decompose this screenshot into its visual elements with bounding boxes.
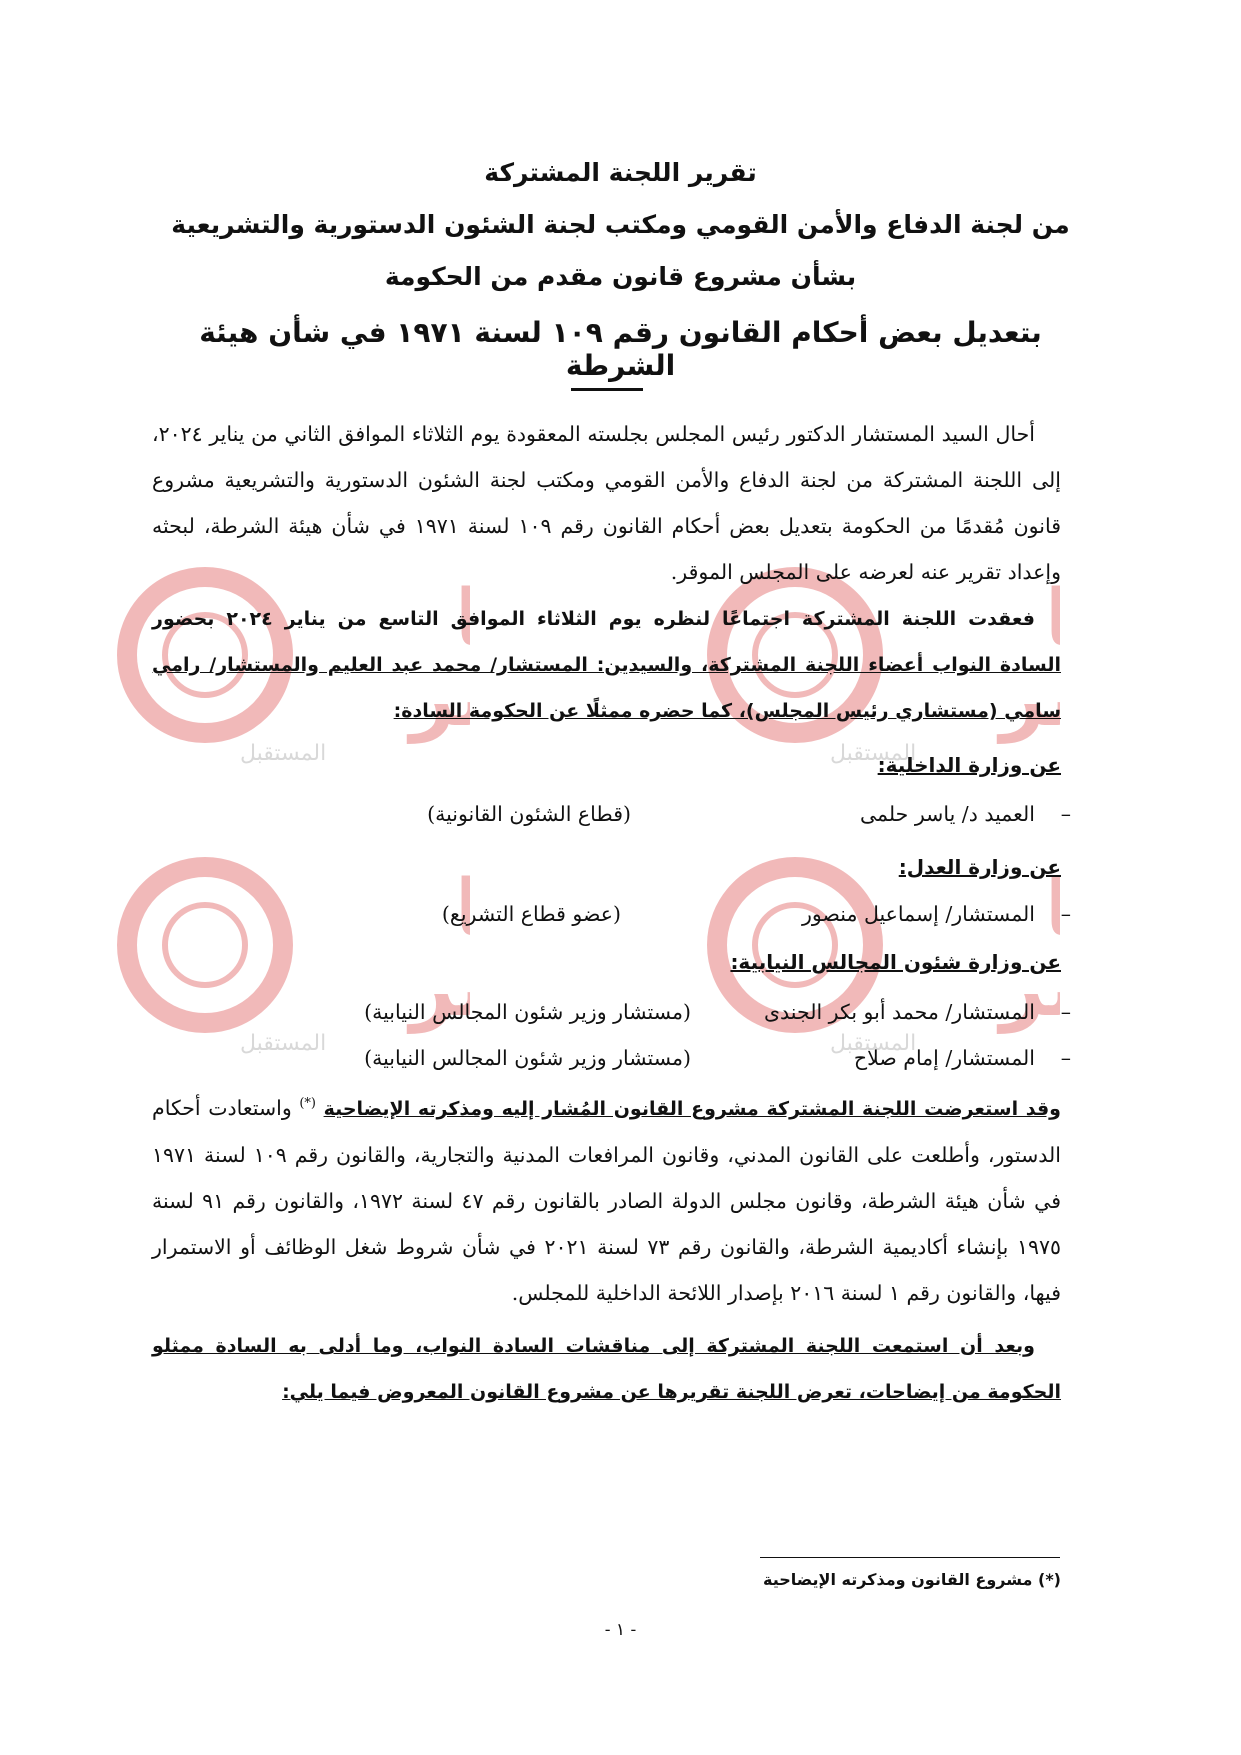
list-dash: – — [1060, 1046, 1071, 1070]
list-dash: – — [1060, 1000, 1071, 1024]
attendee-row — [291, 1046, 1071, 1076]
watermark-tagline: المستقبل — [240, 741, 327, 766]
watermark-tagline: المستقبل — [240, 1031, 327, 1056]
meeting-paragraph-intro: فعقدت اللجنة المشتركة اجتماعًا لنظره يوم الثلاثاء الموافق التاسع من يناير ٢٠٢٤ بحضور — [152, 608, 1035, 630]
report-law-title: بتعديل بعض أحكام القانون رقم ١٠٩ لسنة ١٩٧١ في شأن هيئة الشرطة — [199, 316, 1042, 382]
section-parliamentary-affairs-ministry: عن وزارة شئون المجالس النيابية: — [730, 950, 1061, 974]
list-dash: – — [1060, 902, 1071, 926]
attendee-role: (قطاع الشئون القانونية) — [427, 802, 631, 826]
meeting-paragraph-attendance: السادة النواب أعضاء اللجنة المشتركة، والسيدين: المستشار/ محمد عبد العليم والمستشار/ رامي سامي (مستشاري رئيس المجلس)، كما حضره ممثلًا عن الحكومة السادة: — [152, 654, 1061, 722]
attendee-row — [291, 1000, 1071, 1030]
watermark-text-2: ر — [410, 654, 459, 744]
report-title: تقرير اللجنة المشتركة — [484, 158, 757, 187]
footnote-marker: (*) — [299, 1096, 316, 1111]
meeting-paragraph — [152, 596, 1061, 734]
footnote: (*) مشروع القانون ومذكرته الإيضاحية — [762, 1570, 1061, 1589]
title-divider — [571, 388, 643, 391]
attendee-role: (مستشار وزير شئون المجالس النيابية) — [364, 1000, 691, 1024]
watermark-text-2: ر — [410, 944, 459, 1034]
review-paragraph-body: واستعادت أحكام الدستور، وأطلعت على القانون المدني، وقانون المرافعات المدنية والتجارية، والقانون رقم ١٠٩ لسنة ١٩٧١ في شأن هيئة الشرطة، وقانون مجلس الدولة الصادر بالقانون رقم ٤٧ لسنة ١٩٧٢، والقانون رقم ٩١ لسنة ١٩٧٥ بإنشاء أكاديمية الشرطة، والقانون رقم ٧٣ لسنة ٢٠٢١ في شأن شروط شغل الوظائف أو الاستمرار فيها، والقانون رقم ١ لسنة ٢٠١٦ بإصدار اللائحة الداخلية للمجلس. — [152, 1095, 1061, 1305]
attendee-name: المستشار/ إمام صلاح — [853, 1046, 1035, 1070]
conclusion-paragraph: وبعد أن استمعت اللجنة المشتركة إلى مناقشات السادة النواب، وما أدلى به السادة ممثلو الحكومة من إيضاحات، تعرض اللجنة تقريرها عن مشروع القانون المعروض فيما يلي: — [152, 1335, 1061, 1403]
page-number: - ١ - — [604, 1620, 637, 1640]
attendee-role: (عضو قطاع التشريع) — [441, 902, 621, 926]
attendee-role: (مستشار وزير شئون المجالس النيابية) — [364, 1046, 691, 1070]
attendee-row — [291, 902, 1071, 932]
report-committee-line: من لجنة الدفاع والأمن القومي ومكتب لجنة الشئون الدستورية والتشريعية — [171, 210, 1070, 239]
referral-paragraph: أحال السيد المستشار الدكتور رئيس المجلس بجلسته المعقودة يوم الثلاثاء الموافق الثاني من يناير ٢٠٢٤، إلى اللجنة المشتركة من لجنة الدفاع والأمن القومي ومكتب لجنة الشئون الدستورية والتشريعية مشروع قانون مُقدمًا من الحكومة بتعديل بعض أحكام القانون رقم ١٠٩ لسنة ١٩٧١ في شأن هيئة الشرطة، لبحثه وإعداد تقرير عنه لعرضه على المجلس الموقر. — [152, 422, 1061, 584]
review-paragraph-lead: وقد استعرضت اللجنة المشتركة مشروع القانون المُشار إليه ومذكرته الإيضاحية — [323, 1097, 1061, 1120]
section-interior-ministry: عن وزارة الداخلية: — [877, 753, 1061, 777]
watermark-tagline: المستقبل — [830, 741, 917, 766]
attendee-row — [291, 802, 1071, 832]
list-dash: – — [1060, 802, 1071, 826]
attendee-name: العميد د/ ياسر حلمى — [859, 802, 1035, 826]
watermark-text-2: ر — [1000, 944, 1049, 1034]
report-subject-line: بشأن مشروع قانون مقدم من الحكومة — [384, 262, 857, 291]
review-paragraph — [152, 1081, 1061, 1316]
footnote-divider — [760, 1557, 1060, 1558]
section-justice-ministry: عن وزارة العدل: — [898, 855, 1061, 879]
watermark-text-2: ر — [1000, 654, 1049, 744]
attendee-name: المستشار/ إسماعيل منصور — [802, 902, 1035, 926]
attendee-name: المستشار/ محمد أبو بكر الجندى — [764, 1000, 1035, 1024]
watermark-tagline: المستقبل — [830, 1031, 917, 1056]
